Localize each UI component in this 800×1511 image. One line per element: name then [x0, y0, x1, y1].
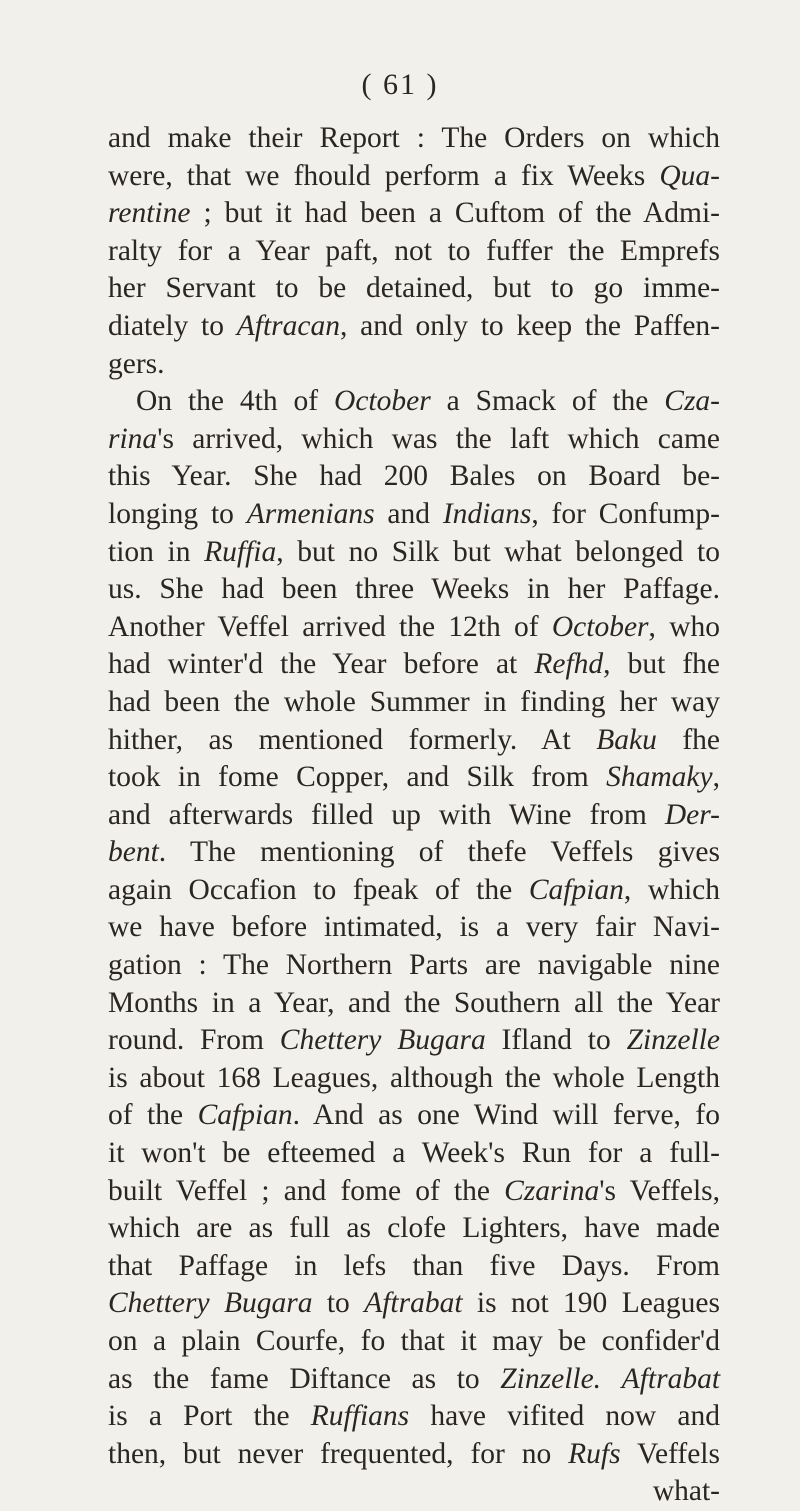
- text-segment: ralty for a Year paft, not to fuffer the Emprefs: [108, 234, 720, 267]
- italic-text: Shamaky: [606, 761, 713, 794]
- text-line: [108, 947, 720, 985]
- text-line: [108, 797, 720, 835]
- text-line: [108, 571, 720, 609]
- text-line: [108, 233, 720, 271]
- text-segment: [601, 1363, 622, 1395]
- text-segment: her Servant to be detained, but to go imme-: [108, 272, 720, 305]
- text-line: [108, 1248, 720, 1286]
- italic-text: Zinzelle.: [500, 1362, 602, 1395]
- text-segment: on a plain Courfe, fo that it may be confider'd: [108, 1325, 720, 1357]
- text-line: [108, 496, 720, 534]
- text-segment: took in fome Copper, and Silk from: [108, 761, 607, 794]
- text-segment: . The mentioning of thefe Veffels gives: [158, 836, 720, 869]
- text-segment: , but fhe: [603, 648, 720, 681]
- italic-text: Zinzelle: [626, 1024, 720, 1057]
- text-segment: built Veffel ; and fome of the: [108, 1174, 505, 1207]
- text-segment: to: [312, 1287, 365, 1320]
- italic-text: Refhd: [534, 648, 604, 681]
- text-segment: Ifland to: [485, 1024, 627, 1057]
- text-segment: what-: [652, 1475, 720, 1508]
- italic-text: Cza-: [664, 385, 720, 418]
- italic-text: Aftrabat: [364, 1287, 463, 1320]
- text-line: [108, 534, 720, 572]
- text-line: [108, 346, 720, 384]
- text-line: [108, 1436, 720, 1474]
- text-line: [108, 270, 720, 308]
- text-segment: is not 190 Leagues: [462, 1287, 720, 1320]
- text-line: [108, 1323, 720, 1361]
- text-segment: have vifited now and: [409, 1400, 720, 1433]
- text-line: [108, 872, 720, 910]
- text-line: [108, 458, 720, 496]
- italic-text: October: [334, 385, 431, 418]
- text-line: [108, 1285, 720, 1323]
- text-line: [108, 1022, 720, 1060]
- italic-text: rina: [108, 422, 158, 455]
- text-line: [108, 646, 720, 684]
- text-line: [108, 195, 720, 233]
- italic-text: Aftrabat: [621, 1362, 721, 1395]
- text-segment: fhe: [656, 723, 721, 756]
- text-line: [108, 1173, 720, 1211]
- text-segment: this Year. She had 200 Bales on Board be-: [108, 460, 720, 493]
- text-line: [108, 308, 720, 346]
- text-segment: Months in a Year, and the Southern all the Year: [108, 986, 720, 1019]
- text-line: [108, 1473, 720, 1511]
- text-segment: On the 4th of: [136, 385, 335, 418]
- text-segment: gation : The Northern Parts are navigable nine: [108, 949, 720, 982]
- text-line: [108, 684, 720, 722]
- text-segment: 's Veffels,: [599, 1174, 720, 1207]
- italic-text: Cafpian: [528, 873, 624, 906]
- text-segment: hither, as mentioned formerly. At: [108, 723, 597, 756]
- text-line: [108, 1135, 720, 1173]
- text-segment: us. She had been three Weeks in her Paffage.: [108, 573, 720, 606]
- text-line: [108, 1361, 720, 1399]
- italic-text: Qua-: [659, 159, 720, 192]
- text-segment: and make their Report : The Orders on which: [108, 122, 720, 154]
- text-segment: Veffels: [620, 1437, 720, 1470]
- text-line: [108, 759, 720, 797]
- text-segment: , which: [623, 873, 721, 906]
- text-segment: were, that we fhould perform a fix Weeks: [108, 159, 660, 192]
- text-segment: . And as one Wind will ferve, fo: [292, 1099, 720, 1132]
- body-text: [108, 120, 720, 1511]
- text-segment: which are as full as clofe Lighters, have made: [108, 1212, 720, 1245]
- text-line: [108, 158, 720, 196]
- text-segment: gers.: [108, 347, 165, 380]
- italic-text: Czarina: [504, 1174, 600, 1207]
- text-line: [108, 1097, 720, 1135]
- text-segment: had winter'd the Year before at: [108, 648, 535, 681]
- italic-text: Chettery Bugara: [279, 1024, 486, 1057]
- text-segment: ; but it had been a Cuftom of the Admi-: [190, 197, 720, 230]
- text-segment: again Occafion to fpeak of the: [108, 873, 529, 906]
- italic-text: October: [551, 610, 649, 643]
- text-segment: longing to: [108, 497, 247, 530]
- italic-text: Indians: [442, 497, 532, 530]
- text-line: [108, 985, 720, 1023]
- italic-text: Chettery Bugara: [108, 1287, 313, 1320]
- text-line: [108, 1210, 720, 1248]
- text-segment: that Paffage in lefs than five Days. From: [108, 1249, 720, 1282]
- text-segment: then, but never frequented, for no: [108, 1437, 569, 1470]
- text-segment: round. From: [108, 1024, 280, 1057]
- text-segment: it won't be efteemed a Week's Run for a full-: [108, 1137, 720, 1170]
- italic-text: rentine: [108, 197, 191, 230]
- italic-text: Cafpian: [197, 1099, 293, 1132]
- italic-text: bent: [108, 836, 159, 869]
- text-segment: had been the whole Summer in finding her way: [108, 685, 720, 718]
- italic-text: Ruffia: [204, 535, 277, 568]
- text-line: [108, 383, 720, 421]
- text-segment: , who: [648, 610, 720, 643]
- text-line: [108, 722, 720, 760]
- page-number: ( 61 ): [361, 68, 439, 101]
- text-segment: is a Port the: [108, 1400, 311, 1433]
- text-segment: , but no Silk but what belonged to: [276, 535, 720, 568]
- text-segment: ,: [712, 761, 720, 794]
- text-segment: is about 168 Leagues, although the whole Length: [108, 1061, 720, 1094]
- italic-text: Rufs: [568, 1437, 621, 1470]
- italic-text: Armenians: [246, 497, 375, 530]
- text-segment: , for Confump-: [531, 497, 721, 530]
- text-segment: of the: [108, 1099, 198, 1132]
- text-line: [108, 1060, 720, 1098]
- text-line: [108, 120, 720, 158]
- text-line: [108, 834, 720, 872]
- text-segment: as the fame Diftance as to: [108, 1362, 501, 1395]
- italic-text: Der-: [664, 798, 720, 831]
- italic-text: Aftracan: [236, 309, 341, 342]
- text-segment: , and only to keep the Paffen-: [340, 309, 720, 342]
- text-segment: and: [374, 497, 443, 530]
- text-segment: diately to: [108, 309, 237, 342]
- text-segment: Another Veffel arrived the 12th of: [108, 610, 552, 643]
- text-segment: and afterwards filled up with Wine from: [108, 798, 665, 831]
- text-segment: we have before intimated, is a very fair Navi-: [108, 911, 720, 944]
- text-segment: 's arrived, which was the laft which came: [157, 422, 720, 455]
- text-segment: a Smack of the: [430, 385, 665, 418]
- text-line: [108, 909, 720, 947]
- italic-text: Baku: [596, 723, 657, 756]
- italic-text: Ruffians: [310, 1400, 410, 1433]
- text-line: [108, 421, 720, 459]
- text-line: [108, 1398, 720, 1436]
- text-line: [108, 609, 720, 647]
- text-segment: tion in: [108, 535, 205, 568]
